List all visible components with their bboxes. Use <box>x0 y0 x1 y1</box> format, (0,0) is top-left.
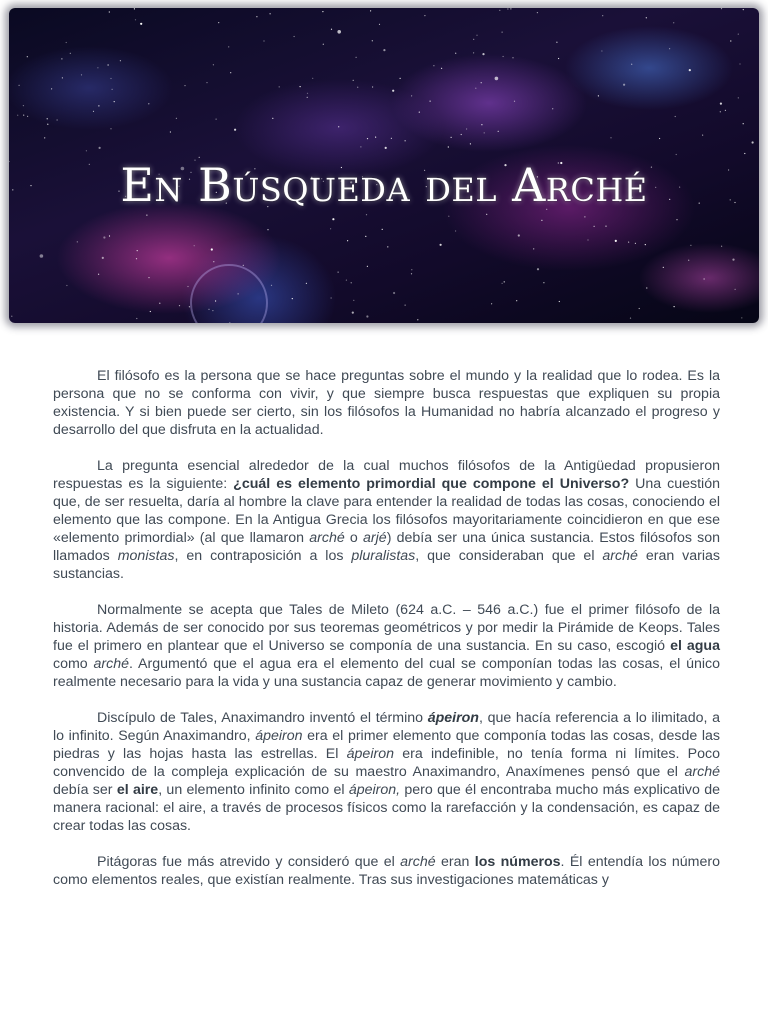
body-text: era indefinible, no tenía forma ni límites. Poco convencido de la compleja explicación de su maestro Anaximandro, Anaxímenes pensó que el <box>53 746 720 780</box>
emphasis-text: ápeiron <box>255 728 303 744</box>
emphasis-text: arché <box>602 548 638 564</box>
paragraph-3 <box>53 601 720 691</box>
emphasis-text: ¿cuál es elemento primordial que compone el Universo? <box>233 476 630 492</box>
emphasis-text: el aire <box>116 782 159 798</box>
emphasis-text: ápeiron <box>346 746 394 762</box>
body-text: El filósofo es la persona que se hace preguntas sobre el mundo y la realidad que lo rodea. Es la persona que no se conforma con vivir, y que siempre busca respuestas que expliquen su propia existencia. Y si bien puede ser cierto, sin los filósofos la Humanidad no habría alcanzado el progreso y desarrollo del que disfruta en la actualidad. <box>53 368 720 438</box>
body-text: . Argumentó que el agua era el elemento del cual se componían todas las cosas, el único realmente necesario para la vida y una sustancia capaz de generar movimiento y cambio. <box>53 656 720 690</box>
body-text: , en contraposición a los <box>174 548 352 564</box>
emphasis-text: arché <box>309 530 345 546</box>
emphasis-text: ápeiron <box>427 710 479 726</box>
body-text: eran <box>435 854 475 870</box>
body-text: , que consideraban que el <box>415 548 603 564</box>
body-text: Normalmente se acepta que Tales de Mileto (624 a.C. – 546 a.C.) fue el primer filósofo de la historia. Además de ser conocido por sus teoremas geométricos y por medir la Pirámide de Keops. Tales fue el primero en plantear que el Universo se componía de una sustancia. En su caso, escogió <box>53 602 720 654</box>
body-text: Discípulo de Tales, Anaximandro inventó el término <box>97 710 428 726</box>
body-text: como <box>53 656 94 672</box>
body-text: , un elemento infinito como el <box>158 782 349 798</box>
emphasis-text: arjé <box>363 530 387 546</box>
body-text: pero que él encontraba mucho más explicativo de manera racional: el aire, a través de procesos físicos como la rarefacción y la condensación, es capaz de crear todas las cosas. <box>53 782 720 834</box>
paragraph-5 <box>53 853 720 889</box>
paragraph-1 <box>53 367 720 439</box>
body-text: Pitágoras fue más atrevido y consideró que el <box>97 854 401 870</box>
body-text: . Él entendía los número como elementos reales, que existían realmente. Tras sus investigaciones matemáticas y <box>53 854 721 888</box>
body-text: Una cuestión que, de ser resuelta, daría al hombre la clave para entender la realidad de todas las cosas, conociendo el elemento que las compone. En la Antigua Grecia los filósofos mayoritariamente coincidieron en que ese «elemento primordial» (al que llamaron <box>53 476 720 546</box>
emphasis-text: monistas <box>117 548 175 564</box>
body-text: eran varias sustancias. <box>53 548 720 582</box>
emphasis-text: el agua <box>670 638 720 654</box>
emphasis-text: los números <box>474 854 561 870</box>
header-banner <box>9 8 759 323</box>
paragraph-4 <box>53 709 720 835</box>
paragraph-2 <box>53 457 720 583</box>
emphasis-text: arché <box>684 764 720 780</box>
emphasis-text: arché <box>93 656 130 672</box>
body-text: ) debía ser una única sustancia. Estos filósofos son llamados <box>53 530 721 564</box>
body-text: , que hacía referencia a lo ilimitado, a lo infinito. Según Anaximandro, <box>53 710 720 744</box>
banner-title: En Búsqueda del Arché <box>120 158 648 212</box>
emphasis-text: ápeiron, <box>348 782 401 798</box>
body-text: debía ser <box>53 782 117 798</box>
article-body <box>53 367 720 907</box>
emphasis-text: pluralistas <box>351 548 416 564</box>
body-text: era el primer elemento que componía todas las cosas, desde las piedras y las hojas hasta las estrellas. El <box>53 728 720 762</box>
body-text: o <box>344 530 364 546</box>
emphasis-text: arché <box>400 854 436 870</box>
body-text: La pregunta esencial alrededor de la cual muchos filósofos de la Antigüedad propusieron respuestas es la siguiente: <box>53 458 720 492</box>
